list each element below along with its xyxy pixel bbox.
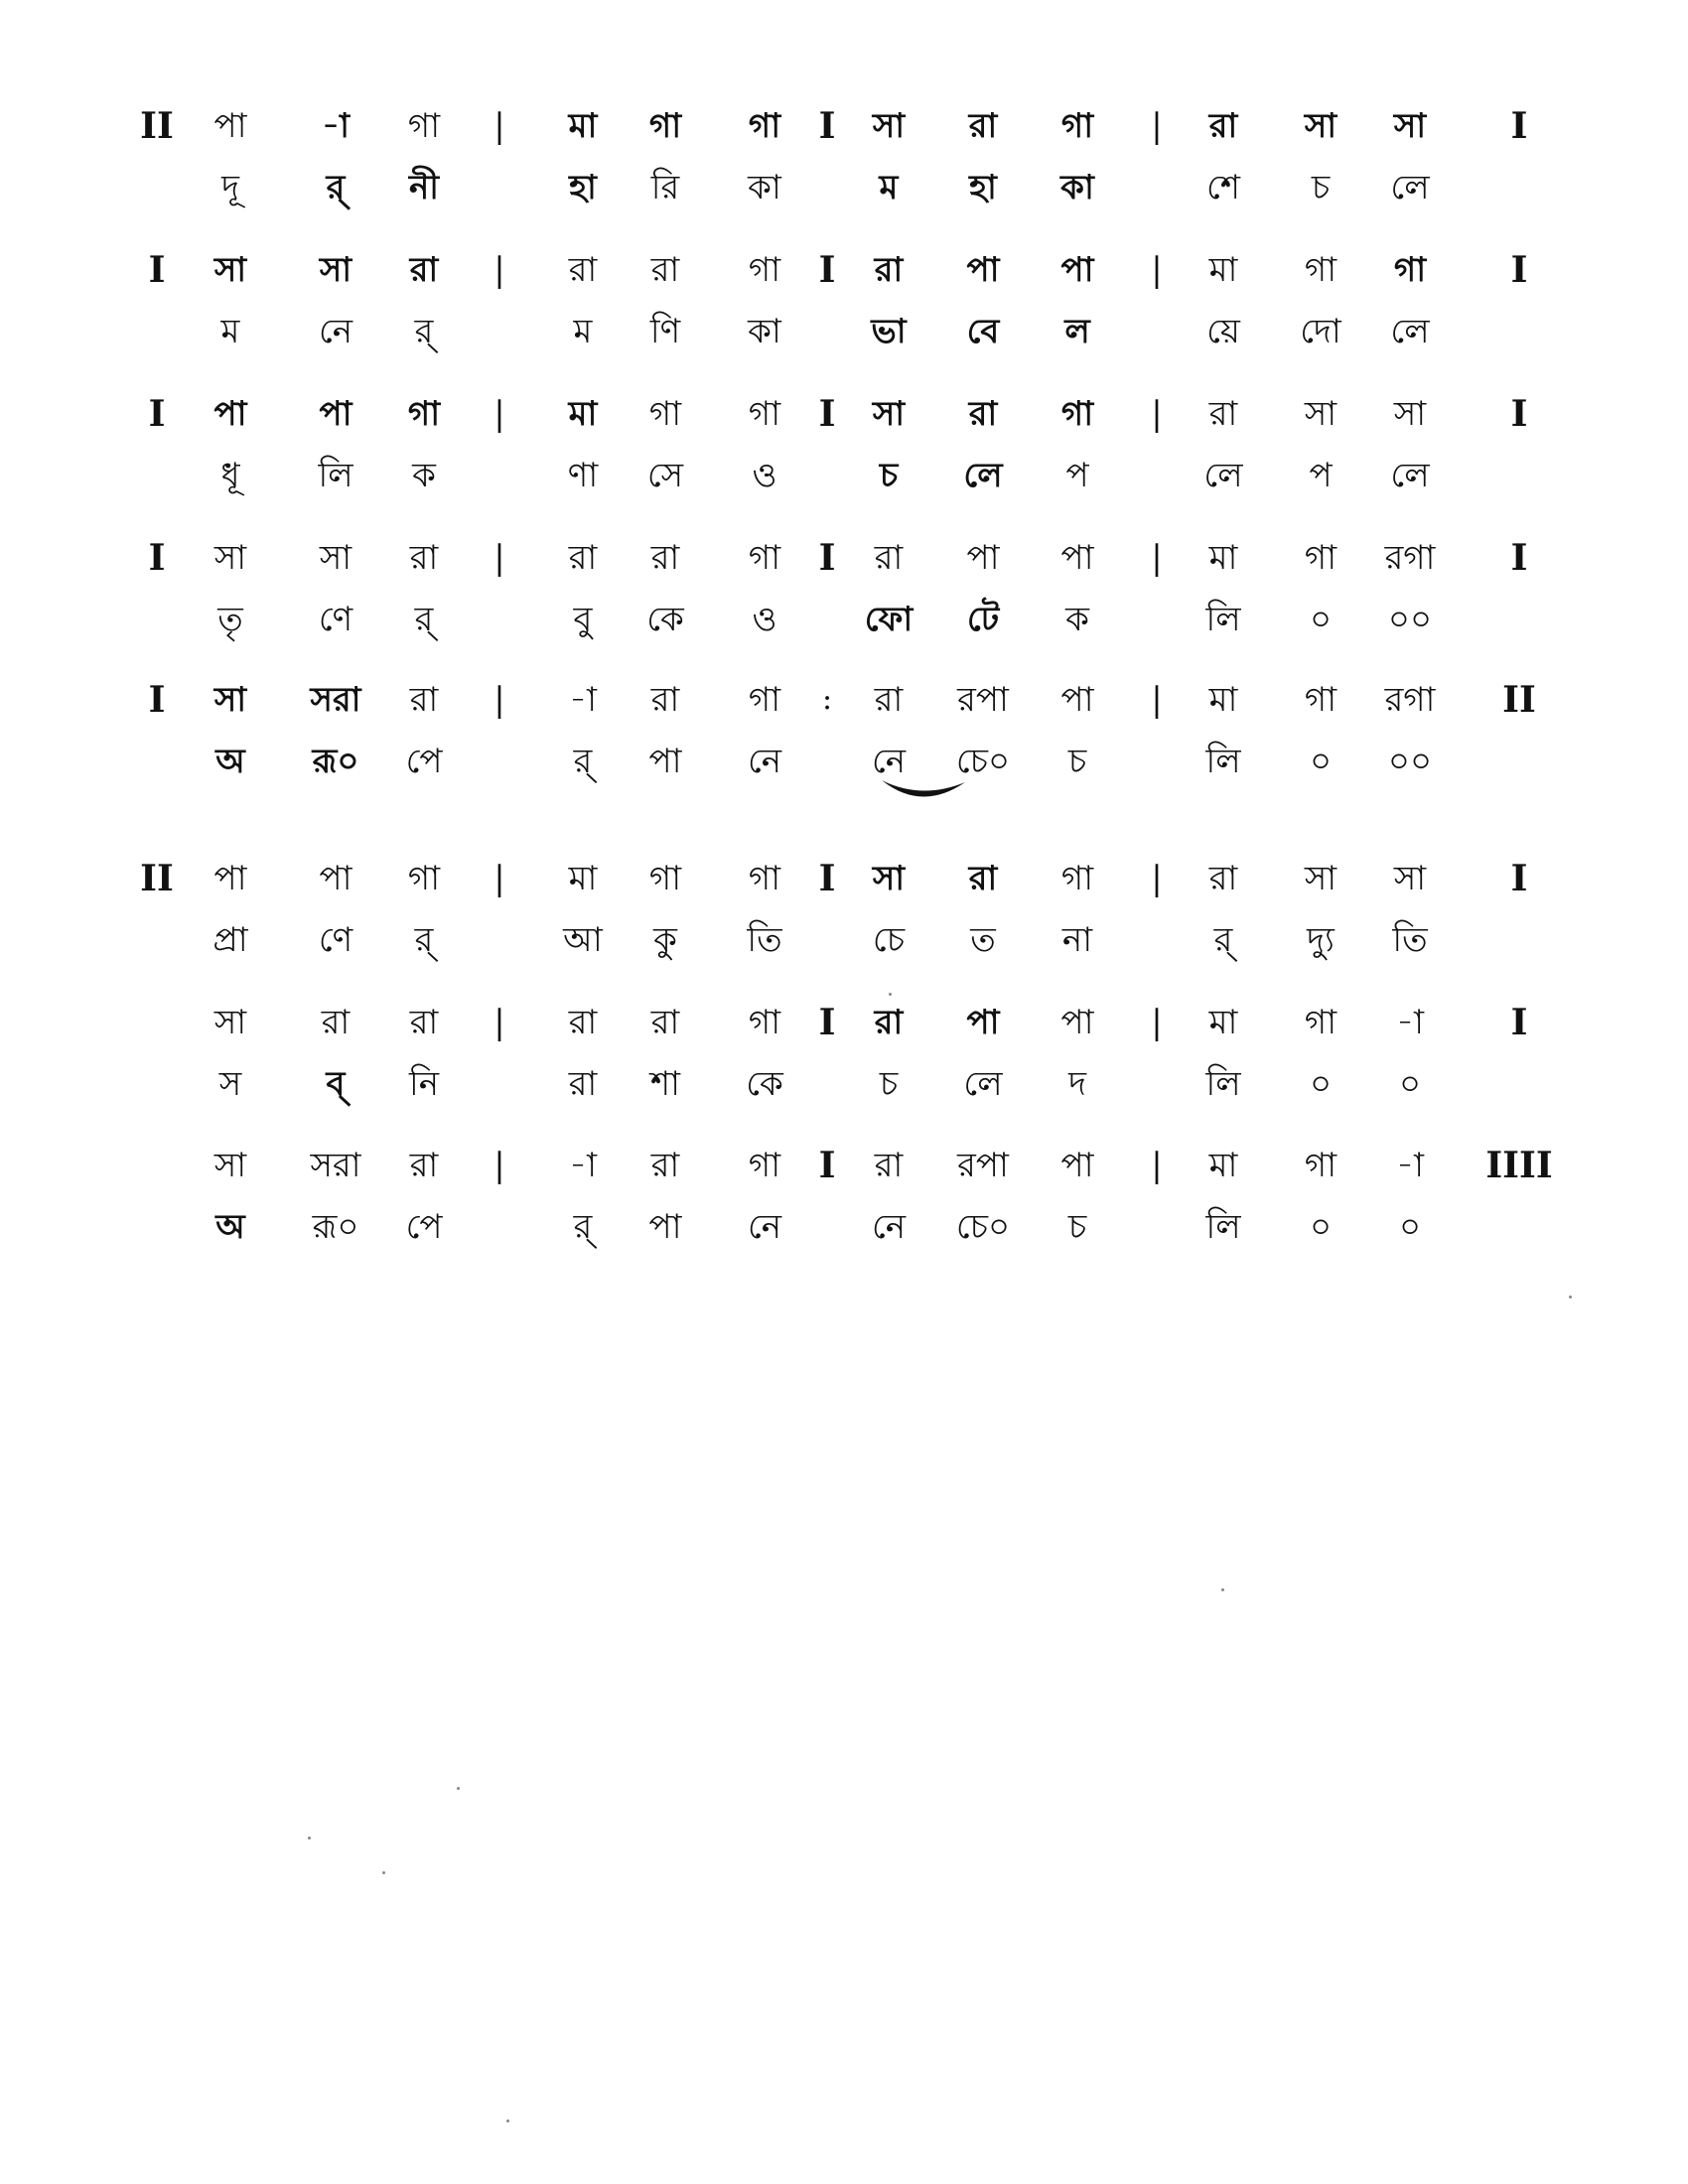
lyric-syllable: লে xyxy=(1390,456,1430,495)
scan-speck xyxy=(1569,1296,1572,1298)
lyric-syllable: চ xyxy=(879,1064,899,1104)
swara-note: গা xyxy=(407,394,441,434)
lyric-syllable: দো xyxy=(1300,312,1341,351)
swara-note: গা xyxy=(748,538,781,578)
barline: | xyxy=(493,859,505,898)
notation-system xyxy=(0,526,1688,655)
lyric-syllable: স xyxy=(218,1064,242,1104)
lyric-syllable: র্ xyxy=(573,742,593,781)
lyric-syllable: লে xyxy=(1390,168,1430,207)
swara-note: সা xyxy=(213,1146,247,1185)
barline: | xyxy=(1151,106,1163,146)
swara-note: -া xyxy=(569,680,597,720)
notation-system xyxy=(0,847,1688,976)
start-barline: II xyxy=(140,858,174,899)
barline: | xyxy=(493,106,505,146)
lyric-syllable: লে xyxy=(963,1064,1003,1104)
swara-note: মা xyxy=(568,106,598,146)
swara-note: রা xyxy=(321,1003,351,1042)
lyric-syllable: অ xyxy=(215,742,245,781)
scan-speck xyxy=(506,2119,509,2122)
barline: | xyxy=(1151,1003,1163,1042)
swara-note: মা xyxy=(1208,1003,1238,1042)
swara-note: সরা xyxy=(310,1146,361,1185)
swara-note: সা xyxy=(1393,394,1427,434)
barline: I xyxy=(818,105,836,147)
notation-system xyxy=(0,382,1688,511)
swara-note: পা xyxy=(319,394,352,434)
barline: | xyxy=(493,680,505,720)
swara-note: রা xyxy=(1208,106,1238,146)
start-barline: I xyxy=(148,249,166,291)
barline: I xyxy=(818,1002,836,1043)
lyric-syllable: রূ০ xyxy=(312,742,359,781)
swara-note: গা xyxy=(648,106,682,146)
lyric-syllable: প xyxy=(1065,456,1089,495)
scan-speck xyxy=(1221,1588,1224,1591)
lyric-syllable: ০ xyxy=(1309,1064,1333,1104)
barline: | xyxy=(493,1003,505,1042)
swara-note: পা xyxy=(213,106,247,146)
swara-note: সা xyxy=(213,250,247,290)
swara-note: সা xyxy=(872,859,906,898)
swara-note: রপা xyxy=(957,1146,1009,1185)
swara-note: পা xyxy=(1060,1146,1094,1185)
end-barline: I xyxy=(1510,1002,1528,1043)
lyric-syllable: চে xyxy=(872,920,906,960)
lyric-syllable: নে xyxy=(318,312,353,351)
scan-speck xyxy=(457,1787,460,1790)
barline: | xyxy=(1151,250,1163,290)
swara-row xyxy=(0,382,1688,446)
swara-note: রা xyxy=(409,680,439,720)
lyric-syllable: র্ xyxy=(1213,920,1233,960)
swara-note: গা xyxy=(1304,680,1337,720)
swara-row xyxy=(0,94,1688,158)
lyric-syllable: র্ xyxy=(573,1207,593,1247)
start-barline: II xyxy=(140,105,174,147)
lyric-syllable: না xyxy=(1061,920,1093,960)
barline: | xyxy=(1151,1146,1163,1185)
swara-note: রা xyxy=(1208,859,1238,898)
swara-note: রা xyxy=(409,1003,439,1042)
lyric-syllable: ত xyxy=(970,920,996,960)
swara-note: সা xyxy=(1304,859,1337,898)
lyric-syllable: চ xyxy=(879,456,899,495)
lyric-syllable: ০ xyxy=(1309,1207,1333,1247)
barline: I xyxy=(818,858,836,899)
lyric-syllable: দ xyxy=(1068,1064,1086,1104)
lyric-syllable: কা xyxy=(1060,168,1094,207)
swara-row xyxy=(0,668,1688,732)
barline: I xyxy=(818,1145,836,1186)
swara-note: রা xyxy=(650,1003,680,1042)
lyric-syllable: ভা xyxy=(871,312,907,351)
barline: | xyxy=(1151,680,1163,720)
swara-note: সা xyxy=(872,106,906,146)
lyric-syllable: ণে xyxy=(318,600,353,639)
notation-system xyxy=(0,94,1688,223)
swara-note: সা xyxy=(213,1003,247,1042)
lyric-syllable: কে xyxy=(646,600,684,639)
lyric-syllable: কা xyxy=(748,168,781,207)
lyric-syllable: লি xyxy=(1205,742,1241,781)
swara-note: রা xyxy=(874,1003,904,1042)
lyric-syllable: দ্যু xyxy=(1307,920,1335,960)
swara-note: মা xyxy=(1208,250,1238,290)
swara-note: মা xyxy=(1208,1146,1238,1185)
lyric-syllable: পা xyxy=(648,1207,682,1247)
barline: | xyxy=(493,1146,505,1185)
swara-note: সা xyxy=(1393,106,1427,146)
swara-note: সা xyxy=(872,394,906,434)
lyric-syllable: নী xyxy=(408,168,440,207)
lyric-syllable: কু xyxy=(653,920,677,960)
swara-note: রা xyxy=(650,538,680,578)
lyric-syllable: চ xyxy=(1311,168,1331,207)
lyric-syllable: নে xyxy=(871,742,907,781)
lyric-syllable: র্ xyxy=(414,920,434,960)
lyric-syllable: রি xyxy=(650,168,680,207)
swara-row xyxy=(0,847,1688,910)
lyric-syllable: চে০ xyxy=(955,742,1011,781)
swara-note: রা xyxy=(650,1146,680,1185)
swara-note: -া xyxy=(1396,1003,1424,1042)
swara-note: সা xyxy=(213,538,247,578)
lyric-syllable: ০০ xyxy=(1387,600,1433,639)
swara-note: রা xyxy=(874,538,904,578)
swara-note: রা xyxy=(568,538,598,578)
swara-note: মা xyxy=(1208,680,1238,720)
lyric-syllable: ০ xyxy=(1309,600,1333,639)
lyric-syllable: প্রা xyxy=(212,920,248,960)
lyric-syllable: র্ xyxy=(414,312,434,351)
swara-note: রা xyxy=(650,250,680,290)
lyric-syllable: র্ xyxy=(414,600,434,639)
swara-note: গা xyxy=(407,106,441,146)
swara-row xyxy=(0,526,1688,590)
lyric-syllable: চ xyxy=(1067,742,1087,781)
lyric-syllable: কে xyxy=(746,1064,783,1104)
lyric-syllable: চ xyxy=(1067,1207,1087,1247)
swara-note: রা xyxy=(968,106,998,146)
lyric-syllable: তি xyxy=(747,920,782,960)
lyric-syllable: নে xyxy=(747,742,782,781)
lyric-syllable: নে xyxy=(747,1207,782,1247)
swara-note: গা xyxy=(1060,394,1094,434)
end-barline: I xyxy=(1510,537,1528,579)
start-barline: I xyxy=(148,537,166,579)
lyric-syllable: কা xyxy=(748,312,781,351)
lyric-syllable: ম xyxy=(879,168,899,207)
end-barline: IIII xyxy=(1485,1145,1553,1186)
scan-speck xyxy=(382,1871,385,1874)
swara-note: গা xyxy=(407,859,441,898)
swara-note: পা xyxy=(213,394,247,434)
swara-note: পা xyxy=(966,538,1000,578)
barline: | xyxy=(493,250,505,290)
lyric-syllable: ও xyxy=(752,600,777,639)
swara-note: গা xyxy=(748,1003,781,1042)
lyric-syllable: নে xyxy=(871,1207,907,1247)
lyric-syllable: ০০ xyxy=(1387,742,1433,781)
swara-note: রা xyxy=(650,680,680,720)
lyric-syllable: ক xyxy=(1065,600,1089,639)
swara-note: পা xyxy=(213,859,247,898)
lyric-syllable: ০ xyxy=(1398,1207,1422,1247)
barline: I xyxy=(818,393,836,435)
swara-note: গা xyxy=(648,394,682,434)
swara-row xyxy=(0,991,1688,1054)
scan-speck xyxy=(308,1837,311,1840)
swara-note: রগা xyxy=(1384,680,1436,720)
end-barline: I xyxy=(1510,393,1528,435)
swara-note: গা xyxy=(748,859,781,898)
lyric-syllable: রূ০ xyxy=(312,1207,359,1247)
notation-system xyxy=(0,668,1688,797)
notation-system xyxy=(0,991,1688,1120)
lyric-syllable: চে০ xyxy=(955,1207,1011,1247)
lyric-row xyxy=(0,730,1688,793)
swara-note: মা xyxy=(568,394,598,434)
swara-note: -া xyxy=(322,106,350,146)
barline: | xyxy=(493,394,505,434)
swara-note: সা xyxy=(213,680,247,720)
lyric-syllable: ০ xyxy=(1398,1064,1422,1104)
swara-note: পা xyxy=(1060,680,1094,720)
swara-note: গা xyxy=(1060,106,1094,146)
barline: | xyxy=(1151,538,1163,578)
barline: : xyxy=(821,682,833,717)
swara-note: রা xyxy=(568,250,598,290)
lyric-syllable: প xyxy=(1309,456,1333,495)
swara-note: রা xyxy=(1208,394,1238,434)
swara-note: রপা xyxy=(957,680,1009,720)
slur-mark xyxy=(874,774,973,814)
lyric-syllable: লি xyxy=(1205,1207,1241,1247)
lyric-syllable: ক xyxy=(412,456,436,495)
swara-note: -া xyxy=(1396,1146,1424,1185)
swara-note: পা xyxy=(966,1003,1000,1042)
lyric-row xyxy=(0,1052,1688,1116)
swara-note: গা xyxy=(1304,1003,1337,1042)
lyric-syllable: ধূ xyxy=(220,456,240,495)
lyric-syllable: বে xyxy=(966,312,1000,351)
swara-note: রা xyxy=(874,250,904,290)
swara-note: রা xyxy=(874,1146,904,1185)
swara-note: গা xyxy=(748,1146,781,1185)
barline: I xyxy=(818,249,836,291)
swara-note: রা xyxy=(968,859,998,898)
swara-note: সা xyxy=(1304,106,1337,146)
swara-note: গা xyxy=(748,106,781,146)
lyric-row xyxy=(0,156,1688,219)
barline: I xyxy=(818,537,836,579)
swara-note: রা xyxy=(409,1146,439,1185)
lyric-syllable: তি xyxy=(1392,920,1428,960)
swara-note: সা xyxy=(1393,859,1427,898)
end-barline: I xyxy=(1510,858,1528,899)
swara-note: রা xyxy=(409,250,439,290)
lyric-syllable: পে xyxy=(405,1207,443,1247)
swara-note: গা xyxy=(1304,1146,1337,1185)
swara-note: মা xyxy=(1208,538,1238,578)
swara-row xyxy=(0,238,1688,302)
swara-note: গা xyxy=(1393,250,1427,290)
barline: | xyxy=(1151,859,1163,898)
lyric-syllable: র্ xyxy=(326,168,346,207)
swara-note: রা xyxy=(874,680,904,720)
lyric-row xyxy=(0,1195,1688,1259)
lyric-syllable: পে xyxy=(405,742,443,781)
lyric-syllable: য়ে xyxy=(1206,312,1240,351)
lyric-syllable: অ xyxy=(215,1207,245,1247)
lyric-syllable: ম xyxy=(220,312,240,351)
start-barline: I xyxy=(148,679,166,721)
swara-note: গা xyxy=(648,859,682,898)
lyric-syllable: লি xyxy=(318,456,353,495)
lyric-syllable: লে xyxy=(963,456,1003,495)
lyric-syllable: ণি xyxy=(649,312,681,351)
lyric-row xyxy=(0,588,1688,651)
lyric-syllable: ফো xyxy=(864,600,914,639)
notation-system xyxy=(0,238,1688,367)
swara-note: -া xyxy=(569,1146,597,1185)
swara-note: গা xyxy=(748,250,781,290)
lyric-syllable: আ xyxy=(563,920,603,960)
barline: | xyxy=(1151,394,1163,434)
swara-note: গা xyxy=(748,394,781,434)
lyric-syllable: শে xyxy=(1206,168,1240,207)
lyric-syllable: ০ xyxy=(1309,742,1333,781)
swara-note: সা xyxy=(319,250,352,290)
lyric-syllable: পা xyxy=(648,742,682,781)
swara-note: গা xyxy=(1304,250,1337,290)
swara-note: রা xyxy=(968,394,998,434)
lyric-row xyxy=(0,300,1688,363)
lyric-row xyxy=(0,908,1688,972)
end-barline: II xyxy=(1502,679,1536,721)
lyric-syllable: নি xyxy=(408,1064,440,1104)
swara-row xyxy=(0,1134,1688,1197)
lyric-syllable: ণে xyxy=(318,920,353,960)
swara-note: পা xyxy=(319,859,352,898)
swara-note: গা xyxy=(748,680,781,720)
scan-speck xyxy=(889,993,892,996)
lyric-syllable: তৃ xyxy=(217,600,243,639)
swara-note: পা xyxy=(1060,1003,1094,1042)
lyric-syllable: দূ xyxy=(221,168,239,207)
swara-note: পা xyxy=(966,250,1000,290)
lyric-syllable: ব্ xyxy=(326,1064,346,1104)
lyric-syllable: রা xyxy=(568,1064,598,1104)
swara-note: রা xyxy=(409,538,439,578)
lyric-syllable: টে xyxy=(966,600,1000,639)
swara-note: গা xyxy=(1304,538,1337,578)
swara-note: রা xyxy=(568,1003,598,1042)
barline: | xyxy=(493,538,505,578)
lyric-syllable: বু xyxy=(573,600,593,639)
swara-note: রগা xyxy=(1384,538,1436,578)
lyric-syllable: ল xyxy=(1064,312,1090,351)
lyric-syllable: লি xyxy=(1205,600,1241,639)
end-barline: I xyxy=(1510,249,1528,291)
lyric-syllable: হা xyxy=(569,168,597,207)
lyric-syllable: লি xyxy=(1205,1064,1241,1104)
lyric-syllable: শা xyxy=(650,1064,680,1104)
lyric-syllable: সে xyxy=(646,456,684,495)
start-barline: I xyxy=(148,393,166,435)
swara-note: পা xyxy=(1060,538,1094,578)
lyric-syllable: লে xyxy=(1203,456,1243,495)
swara-note: সরা xyxy=(310,680,361,720)
lyric-syllable: ণা xyxy=(567,456,599,495)
end-barline: I xyxy=(1510,105,1528,147)
swara-note: সা xyxy=(1304,394,1337,434)
lyric-syllable: ও xyxy=(752,456,777,495)
swara-note: মা xyxy=(568,859,598,898)
swara-note: গা xyxy=(1060,859,1094,898)
lyric-syllable: লে xyxy=(1390,312,1430,351)
lyric-row xyxy=(0,444,1688,507)
lyric-syllable: হা xyxy=(969,168,997,207)
lyric-syllable: ম xyxy=(573,312,593,351)
swara-note: সা xyxy=(319,538,352,578)
notation-system xyxy=(0,1134,1688,1263)
swara-note: পা xyxy=(1060,250,1094,290)
